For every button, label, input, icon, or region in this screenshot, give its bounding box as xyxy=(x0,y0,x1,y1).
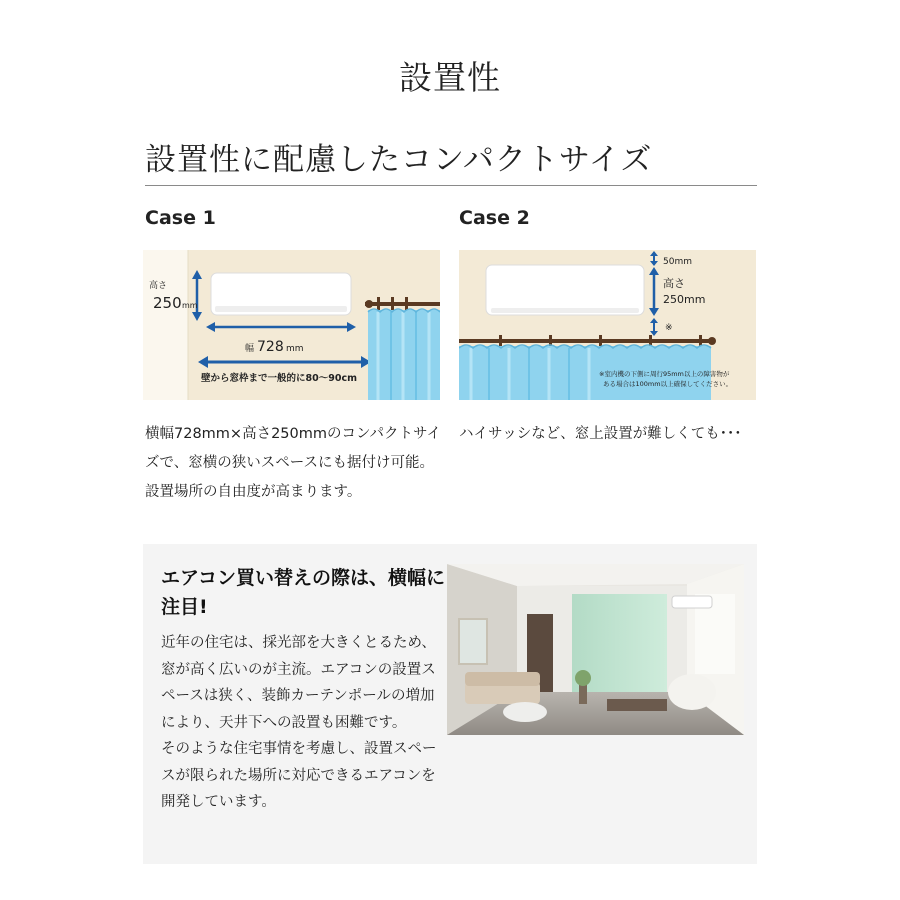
heading-divider xyxy=(145,185,757,186)
case1-height-value: 250 xyxy=(153,294,182,312)
case1-label: Case 1 xyxy=(145,207,216,229)
ac-unit-icon xyxy=(211,273,351,315)
case2-illustration xyxy=(459,250,756,400)
callout-paragraph-1: 近年の住宅は、採光部を大きくとるため、窓が高く広いのが主流。エアコンの設置スペースは狭く、装飾カーテンポールの増加により、天井下への設置も困難です。 xyxy=(161,635,436,731)
case2-footnote-line2: ある場合は100mm以上確保してください。 xyxy=(603,380,733,388)
case1-height-label: 高さ xyxy=(149,281,168,291)
case1-description: 横幅728mm×高さ250mmのコンパクトサイズで、窓横の狭いスペースにも据付け可能。設置場所の自由度が高まります。 xyxy=(145,426,441,500)
curtain-icon xyxy=(368,309,440,400)
room-photo xyxy=(447,564,744,735)
case2-label: Case 2 xyxy=(459,207,530,229)
case1-width-unit: mm xyxy=(286,344,304,354)
callout-title: エアコン買い替えの際は、横幅に注目! xyxy=(161,567,446,618)
main-heading: 設置性に配慮したコンパクトサイズ xyxy=(145,142,653,178)
case2-height-label: 高さ xyxy=(663,277,685,290)
case1-height-unit: mm xyxy=(182,301,198,310)
case2-top-clearance: 50mm xyxy=(663,257,692,267)
case2-height-value: 250mm xyxy=(663,293,706,306)
case1-width-value: 728 xyxy=(257,339,284,355)
callout-body xyxy=(161,630,446,816)
ac-unit-icon xyxy=(486,265,644,315)
case2-footnote-line1: ※室内機の下側に周行95mm以上の障害物が xyxy=(599,370,730,378)
callout-paragraph-2: そのような住宅事情を考慮し、設置スペースが限られた場所に対応できるエアコンを開発しています。 xyxy=(161,741,437,810)
section-title: 設置性 xyxy=(399,58,501,97)
case1-width-label: 幅 xyxy=(245,344,255,354)
case1-distance-note: 壁から窓枠まで一般的に80〜90cm xyxy=(201,373,357,384)
case2-description: ハイサッシなど、窓上設置が難しくても･･･ xyxy=(459,426,742,442)
case1-illustration xyxy=(143,250,440,400)
case2-footnote-mark: ※ xyxy=(665,323,673,333)
